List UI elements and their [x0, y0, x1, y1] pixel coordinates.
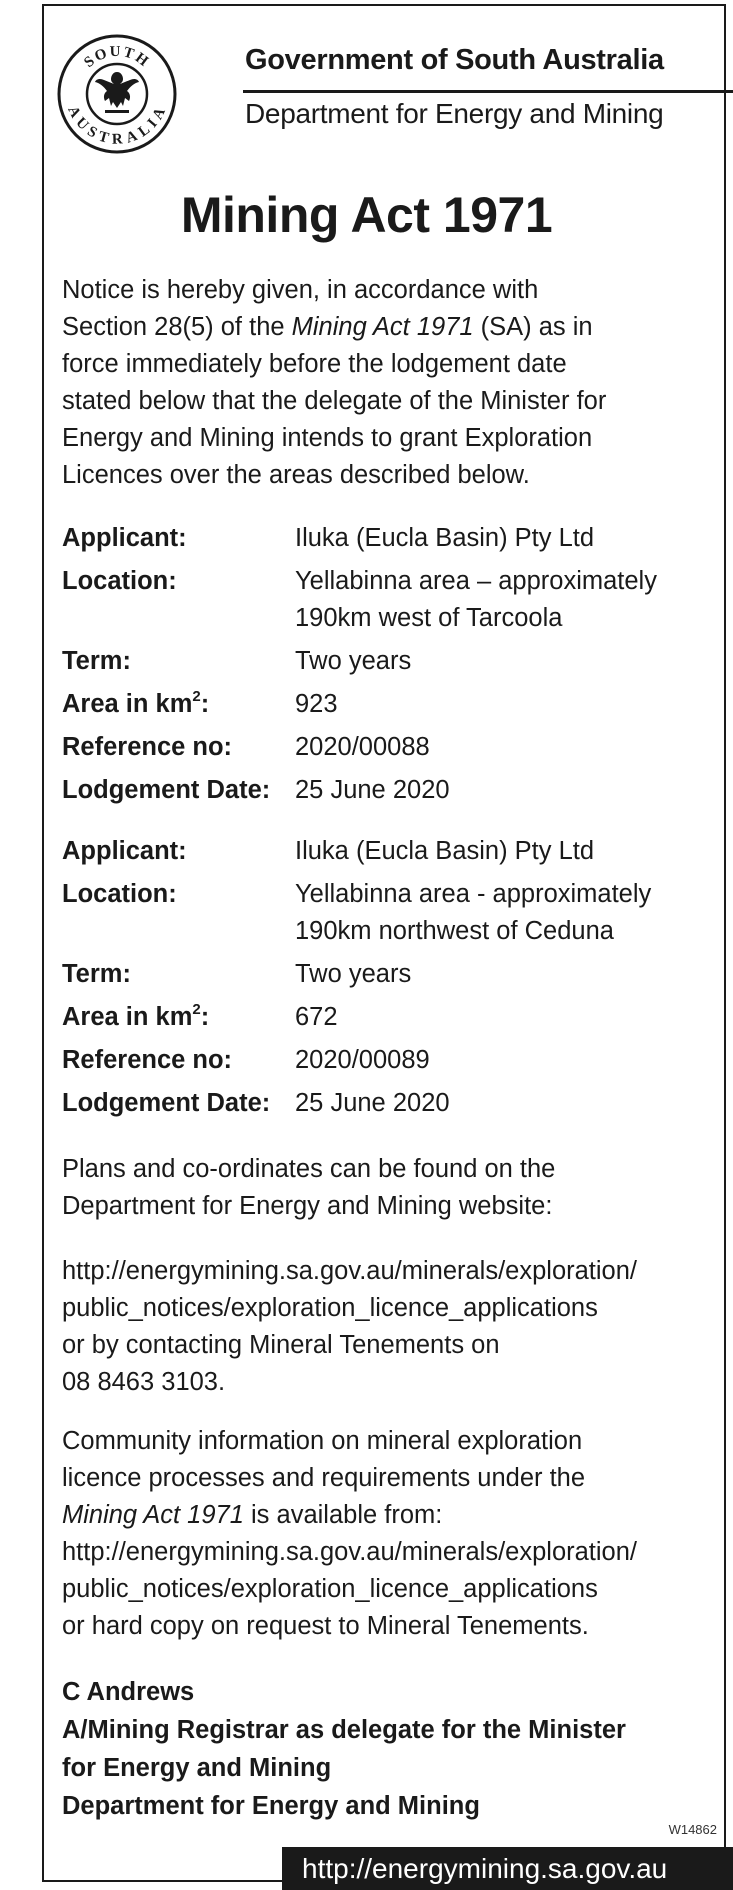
community-paragraph: Community information on mineral exploration licence processes and requirements under the Mining Act 1971 is available from: http://energymining.sa.gov.au/minerals/exploration/ public_notices/exploration_licence_applications or hard copy on request to Mineral Tenements. — [62, 1423, 712, 1645]
term-row: Term: Two years — [62, 960, 412, 988]
area-row: Area in $km^2$: 672 — [62, 1001, 338, 1031]
area-row: Area in $km^2$: 923 — [62, 688, 338, 718]
community-link[interactable]: http://energymining.sa.gov.au/minerals/exploration/ — [62, 1538, 638, 1566]
signature-block: C Andrews A/Mining Registrar as delegate for the Minister for Energy and Mining Department for Energy and Mining — [62, 1673, 626, 1825]
application-1 — [62, 517, 712, 812]
term-row: Term: Two years — [62, 647, 412, 675]
signatory-name: C Andrews — [62, 1678, 195, 1706]
south-australia-seal-logo — [55, 32, 180, 157]
lodgement-row: Lodgement Date: 25 June 2020 — [62, 776, 450, 804]
signatory-role: A/Mining Registrar as delegate for the Minister — [62, 1716, 626, 1744]
lodgement-row: Lodgement Date: 25 June 2020 — [62, 1089, 450, 1117]
act-name-italic: Mining Act 1971 — [62, 1501, 244, 1529]
page-title: Mining Act 1971 — [180, 187, 553, 243]
location-row: Location: Yellabinna area – approximately 190km west of Tarcoola — [62, 567, 657, 632]
website-link-continued[interactable]: public_notices/exploration_licence_applications — [62, 1294, 598, 1322]
act-name-italic: Mining Act 1971 — [291, 313, 474, 341]
footer-url-link[interactable]: http://energymining.sa.gov.au — [282, 1847, 733, 1890]
reference-row: Reference no: 2020/00088 — [62, 733, 430, 761]
svg-text:AUSTRALIA: AUSTRALIA — [64, 103, 170, 148]
phone-number: 08 8463 3103. — [62, 1368, 226, 1396]
plans-paragraph: Plans and co-ordinates can be found on the Department for Energy and Mining website: — [62, 1155, 556, 1220]
contact-paragraph: http://energymining.sa.gov.au/minerals/exploration/ public_notices/exploration_licence_applications or by contacting Mineral Tenements on 08 8463 3103. — [62, 1253, 712, 1401]
applicant-row: Applicant: Iluka (Eucla Basin) Pty Ltd — [62, 837, 595, 865]
notice-code: W14862 — [668, 1822, 717, 1837]
location-row: Location: Yellabinna area - approximately 190km northwest of Ceduna — [62, 880, 652, 945]
header-divider — [243, 90, 733, 93]
applicant-row: Applicant: Iluka (Eucla Basin) Pty Ltd — [62, 524, 595, 552]
intro-paragraph: Notice is hereby given, in accordance with Section 28(5) of the Mining Act 1971 (SA) as in force immediately before the lodgement date stated below that the delegate of the Minister for Energy and Mining intends to grant Exploration Licences over the areas described below. — [62, 276, 607, 489]
application-2 — [62, 830, 712, 1125]
government-title: Government of South Australia — [245, 44, 664, 76]
header — [55, 32, 685, 152]
department-title: Department for Energy and Mining — [245, 98, 664, 129]
reference-row: Reference no: 2020/00089 — [62, 1046, 430, 1074]
signatory-department: Department for Energy and Mining — [62, 1792, 480, 1820]
svg-text:SOUTH: SOUTH — [81, 43, 153, 72]
community-link-continued[interactable]: public_notices/exploration_licence_applications — [62, 1575, 598, 1603]
website-link[interactable]: http://energymining.sa.gov.au/minerals/exploration/ — [62, 1257, 638, 1285]
